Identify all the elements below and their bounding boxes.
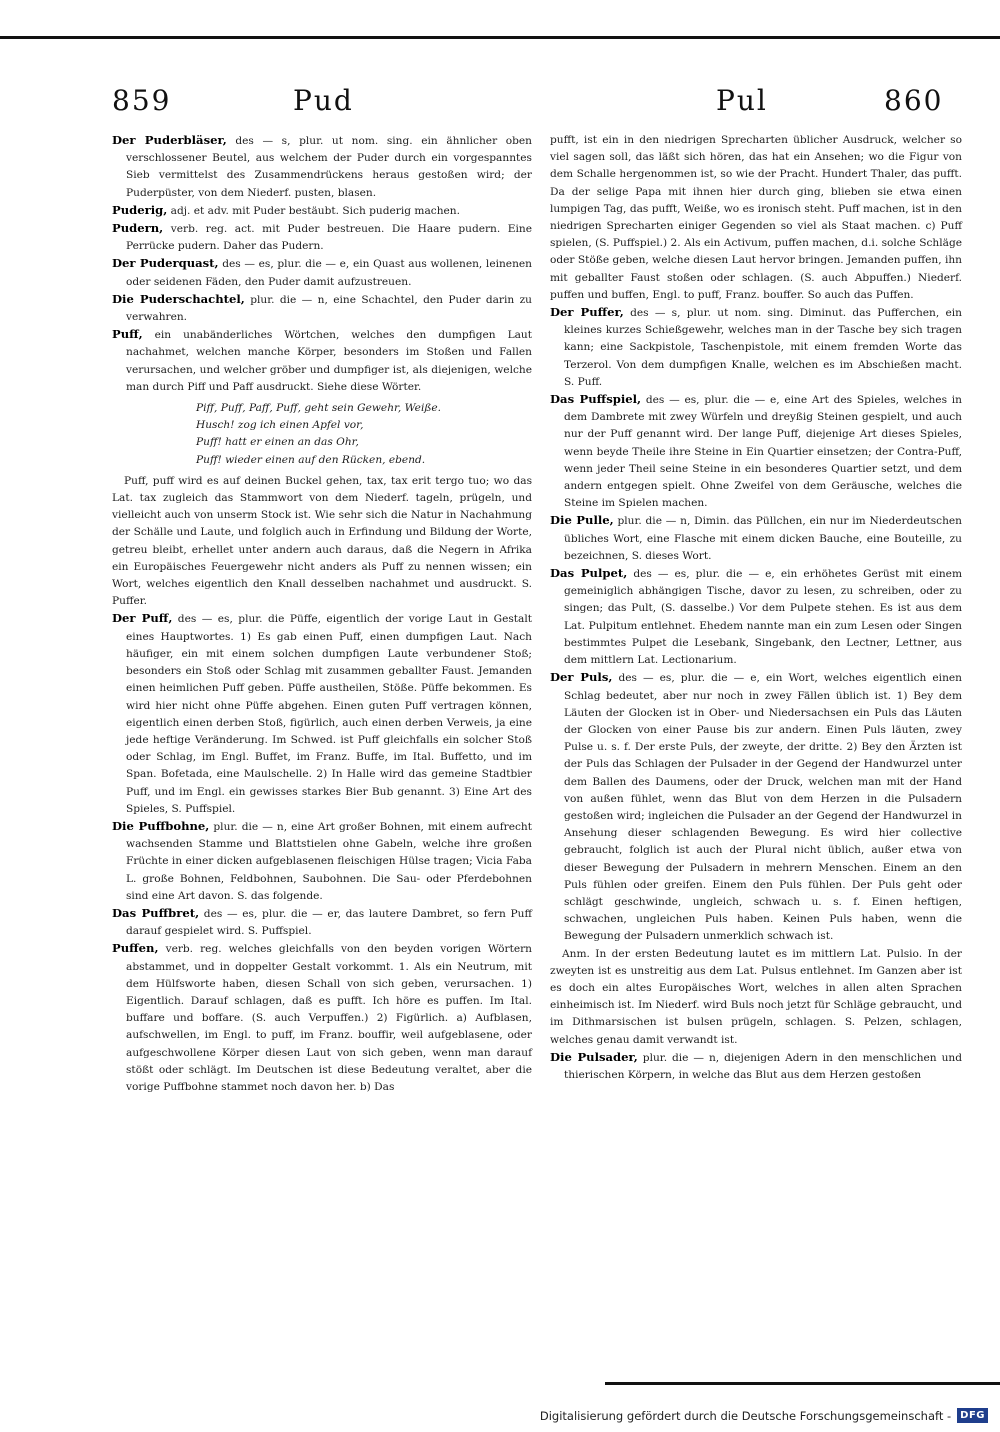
entry-headword: Das Puffspiel,	[550, 392, 642, 407]
dictionary-entry	[112, 220, 532, 255]
right-running-head: Pul	[716, 84, 768, 117]
dictionary-entry	[550, 512, 962, 565]
left-page-number: 859	[112, 84, 172, 117]
dictionary-entry	[112, 202, 532, 220]
credit-text: Digitalisierung gefördert durch die Deutsche Forschungsgemeinschaft -	[539, 1408, 952, 1423]
dictionary-entry	[112, 940, 532, 1096]
entry-headword: Puff,	[112, 327, 143, 342]
verse-quote	[196, 400, 532, 469]
left-text-column	[112, 132, 532, 1096]
entry-text: verb. reg. act. mit Puder bestreuen. Die Haare pudern. Eine Perrücke pudern. Daher das Pudern.	[126, 223, 532, 253]
entry-headword: Der Puffer,	[550, 305, 624, 320]
dictionary-entry	[550, 1049, 962, 1084]
entry-headword: Der Puls,	[550, 670, 613, 685]
entry-continuation	[550, 132, 962, 304]
dictionary-entry	[112, 326, 532, 396]
right-text-column	[550, 132, 962, 1084]
verse-line: Piff, Puff, Paff, Puff, geht sein Gewehr, Weiße.	[196, 402, 442, 415]
entry-text: verb. reg. welches gleichfalls von den beyden vorigen Wörtern abstammet, und in doppelter Gestalt vorkommt. 1. Als ein Neutrum, mit dem Hülfsworte haben, diesen Schall von sich geben, verursachen. 1) Eigentlich. Darauf schlagen, daß es pufft. Ich höre es puffen. Im Ital. buffare und boffare. (S. auch Verpuffen.) 2) Figürlich. a) Aufblasen, aufschwellen, im Engl. to puff, im Franz. bouffir, weil aufgeblasene, oder aufgeschwollene Körper diesen Laut von sich geben, wenn man darauf stößt oder schlägt. Im Deutschen ist diese Bedeutung veraltet, aber die vorige Puffbohne stammet noch davon her. b) Das	[126, 943, 532, 1093]
bottom-rule	[605, 1382, 1000, 1385]
entry-headword: Puffen,	[112, 941, 159, 956]
dictionary-entry	[112, 905, 532, 940]
entry-headword: Die Puffbohne,	[112, 818, 210, 833]
dictionary-entry	[550, 669, 962, 945]
verse-line: Puff! hatt er einen an das Ohr,	[196, 436, 359, 449]
entry-headword: Das Puffbret,	[112, 905, 200, 920]
entry-paragraph	[550, 946, 962, 1049]
entry-text: des — es, plur. die — er, das lautere Dambret, so fern Puff darauf gespielet wird. S. Puffspiel.	[126, 907, 532, 938]
entry-text: ein unabänderliches Wörtchen, welches den dumpfigen Laut nachahmet, welchen manche Körper, besonders im Stoßen und Fallen verursachen, und welcher gröber und dumpfiger ist, als diejenigen, welche man durch Piff und Paff ausdruckt. Siehe diese Wörter.	[126, 329, 532, 393]
left-running-head: Pud	[293, 84, 354, 117]
right-page-number: 860	[884, 84, 944, 117]
entry-text: plur. die — n, eine Art großer Bohnen, mit einem aufrecht wachsenden Stamme und Blattstielen ohne Gabeln, welche ihre großen Früchte in einer dicken aufgeblasenen fleischigen Hülse tragen; Vicia Faba L. große Bohnen, Feldbohnen, Saubohnen. Die Sau- oder Pferdebohnen sind eine Art davon. S. das folgende.	[126, 820, 532, 902]
dictionary-entry	[112, 255, 532, 290]
dictionary-entry	[550, 565, 962, 669]
digitization-credit	[540, 1408, 988, 1423]
entry-text: adj. et adv. mit Puder bestäubt. Sich puderig machen.	[167, 204, 460, 217]
entry-headword: Puderig,	[112, 202, 168, 217]
entry-text: plur. die — n, diejenigen Adern in den menschlichen und thierischen Körpern, in welche das Blut aus dem Herzen gestoßen	[564, 1051, 962, 1081]
entry-text: Puff, puff wird es auf deinen Buckel gehen, tax, tax erit tergo tuo; wo das Lat. tax zugleich das Stammwort von dem Niederf. tageln, prügeln, und vielleicht auch von unserm Stock ist. Wie sehr sich die Natur in Nachahmung der Schälle und Laute, und folglich auch in Erfindung und Bildung der Worte, getreu bleibt, erhellet unter andern auch daraus, daß die Negern in Afrika ein Europäisches Feuergewehr nicht anders als Puff zu nennen wissen; ein Wort, welches eigentlich den Knall desselben nachahmet und ausdruckt. S. Puffer.	[112, 474, 532, 608]
entry-text: des — es, plur. die — e, ein Wort, welches eigentlich einen Schlag bedeutet, aber nur noch in zwey Fällen üblich ist. 1) Bey dem Läuten der Glocken ist in Ober- und Niedersachsen ein Puls das Läuten der Glocken von einer Pause bis zur andern. Einen Puls läuten, zwey Pulse u. s. f. Der erste Puls, der zweyte, der dritte. 2) Bey den Ärzten ist der Puls das Schlagen der Pulsader in der Gegend der Handwurzel unter dem Ballen des Daumens, oder der Druck, welchen man mit der Hand von außen fühlet, wenn das Blut von dem Herzen in die Pulsadern gestoßen wird; ingleichen die Pulsader an der Gegend der Handwurzel in Ansehung dieser schlagenden Bewegung. Es wird hier collective gebraucht, folglich ist auch der Plural nicht üblich, außer etwa von dieser Bewegung der Pulsadern in mehrern Menschen. Einem an den Puls fühlen oder greifen. Einem den Puls fühlen. Der Puls geht oder schlägt geschwinde, ungleich, schwach u. s. f. Einen heftigen, schwachen, ungleichen Puls haben. Keinen Puls haben, wenn die Bewegung der Pulsadern unmerklich schwach ist.	[564, 672, 962, 943]
dictionary-entry	[112, 132, 532, 202]
entry-text: Anm. In der ersten Bedeutung lautet es im mittlern Lat. Pulsio. In der zweyten ist es unstreitig aus dem Lat. Pulsus entlehnet. Im Ganzen aber ist es doch ein altes Europäisches Wort, welches in allen alten Sprachen einheimisch ist. Im Niederf. wird Buls noch jetzt für Schläge gebraucht, und im Dithmarsischen ist bulsen prügeln, schlagen. S. Pelzen, schlagen, welches genau damit verwandt ist.	[550, 947, 962, 1046]
entry-text: des — es, plur. die Püffe, eigentlich der vorige Laut in Gestalt eines Hauptwortes. 1) Es gab einen Puff, einen dumpfigen Laut. Nach häufiger, ein mit einem solchen dumpfigen Laute verbundener Stoß; besonders ein Stoß oder Schlag mit zusammen geballter Faust. Jemanden einen heimlichen Puff geben. Püffe austheilen, Stöße. Püffe bekommen. Es wird hier nicht ohne Püffe abgehen. Einen guten Puff vertragen können, eigentlich einen derben Stoß, figürlich, auch einen derben Verweis, ja eine jede heftige Veränderung. Im Schwed. ist Puff gleichfalls ein solcher Stoß oder Schlag, im Engl. Buffet, im Franz. Buffe, im Ital. Buffetto, und im Span. Bofetada, eine Maulschelle. 2) In Halle wird das gemeine Stadtbier Puff, und im Engl. ein gewisses starkes Bier Bub genannt. 3) Eine Art des Spieles, S. Puffspiel.	[126, 613, 532, 815]
entry-text: des — s, plur. ut nom. sing. Diminut. das Pufferchen, ein kleines kurzes Schießgewehr, welches man in der Tasche bey sich tragen kann; eine Sackpistole, Taschenpistole, mit einem fremden Worte das Terzerol. Von dem dumpfigen Knalle, welchen es im Abschießen macht. S. Puff.	[564, 307, 962, 388]
entry-text: des — es, plur. die — e, ein erhöhetes Gerüst mit einem gemeiniglich abhängigen Tische, davor zu lesen, zu schreiben, oder zu singen; das Pult, (S. dasselbe.) Vor dem Pulpete stehen. Es ist aus dem Lat. Pulpitum entlehnet. Ehedem nannte man ein zum Lesen oder Singen bestimmtes Pulpet die Lesebank, Singebank, den Lectner, Lettner, aus dem mittlern Lat. Lectionarium.	[564, 568, 962, 667]
entry-headword: Der Puderquast,	[112, 256, 219, 271]
entry-text: des — es, plur. die — e, eine Art des Spieles, welches in dem Dambrete mit zwey Würfeln und dreyßig Steinen gespielt, und auch nur der Puff genannt wird. Der lange Puff, diejenige Art dieses Spieles, wenn beyde Theile ihre Steine in Ein Quartier einsetzen; der Contra-Puff, wenn jeder Theil seine Steine in ein besonderes Quartier setzt, und dem andern entgegen spielt. Ohne Zweifel von dem Geräusche, welches die Steine im Spielen machen.	[564, 394, 962, 510]
entry-text: des — es, plur. die — e, ein Quast aus wollenen, leinenen oder seidenen Fäden, den Puder damit aufzustreuen.	[126, 258, 532, 288]
entry-text: plur. die — n, Dimin. das Püllchen, ein nur im Niederdeutschen übliches Wort, eine Flasche mit einem dicken Bauche, eine Bouteille, zu bezeichnen, S. dieses Wort.	[564, 515, 962, 562]
dictionary-entry	[550, 391, 962, 512]
dictionary-entry	[112, 291, 532, 326]
dfg-logo: DFG	[957, 1408, 988, 1423]
verse-line: Puff! wieder einen auf den Rücken, ebend.	[196, 453, 426, 466]
entry-headword: Pudern,	[112, 221, 164, 236]
entry-text: plur. die — n, eine Schachtel, den Puder darin zu verwahren.	[126, 293, 532, 324]
dictionary-entry	[550, 304, 962, 391]
dictionary-entry	[112, 610, 532, 817]
verse-line: Husch! zog ich einen Apfel vor,	[196, 419, 364, 432]
entry-headword: Die Pulle,	[550, 513, 614, 528]
entry-paragraph	[112, 473, 532, 611]
entry-text: pufft, ist ein in den niedrigen Sprecharten üblicher Ausdruck, welcher so viel sagen soll, das läßt sich hören, das hat ein Ansehen; wo die Figur von dem Schalle hergenommen ist, so wie der Pracht. Hundert Thaler, das pufft. Da der selige Papa mit ihnen hier durch ging, blieben sie etwa einen lumpigen Tag, das pufft, Weiße, wo es ironisch steht. Puff machen, ist in den niedrigen Sprecharten einiger Gegenden so viel als Staat machen. c) Puff spielen, (S. Puffspiel.) 2. Als ein Activum, puffen machen, d.i. solche Schläge oder Stöße geben, welche diesen Laut hervor bringen. Jemanden puffen, ihn mit geballter Faust stoßen oder schlagen. (S. auch Abpuffen.) Niederf. puffen und buffen, Engl. to puff, Franz. bouffer. So auch das Puffen.	[550, 134, 962, 301]
entry-headword: Der Puderbläser,	[112, 133, 227, 147]
entry-headword: Die Pulsader,	[550, 1049, 638, 1064]
entry-headword: Der Puff,	[112, 611, 173, 626]
dictionary-entry	[112, 818, 532, 905]
entry-headword: Das Pulpet,	[550, 566, 628, 581]
top-rule	[0, 36, 1000, 39]
entry-headword: Die Puderschachtel,	[112, 291, 245, 306]
entry-text: des — s, plur. ut nom. sing. ein ähnlicher oben verschlossener Beutel, aus welchem der Puder durch ein vorgespanntes Sieb vermittelst des Zusammendrückens heraus gestoßen wird; der Puderpüster, von dem Niederf. pusten, blasen.	[126, 135, 532, 199]
